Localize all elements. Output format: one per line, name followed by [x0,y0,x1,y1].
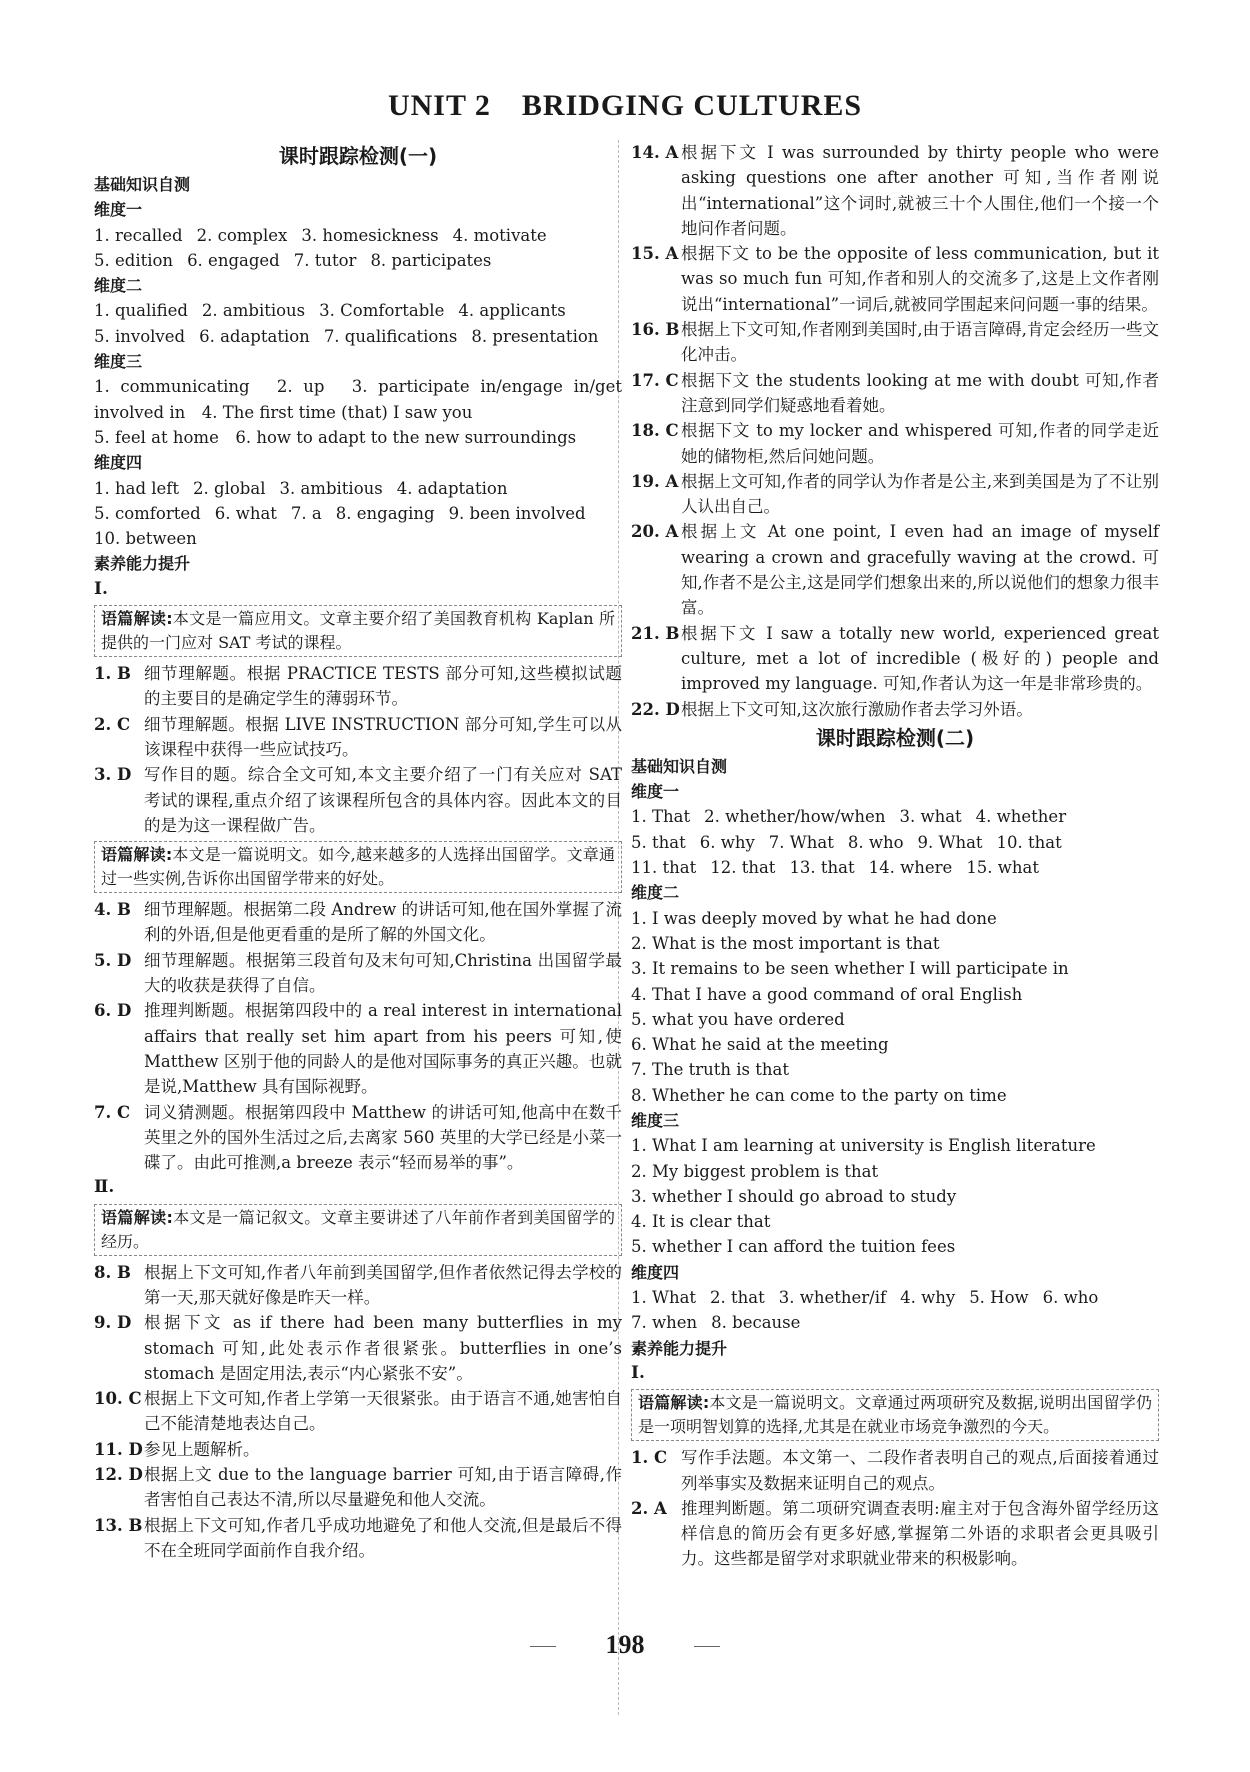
answer-row [94,298,622,323]
answer-key: 5. D [94,950,132,970]
answer-item: 1. recalled [94,225,183,245]
answer-item: 10. that [996,832,1062,852]
answer-item: 11. that [631,858,697,878]
answer-key: 13. B [94,1515,143,1535]
answer-text: 根据上文 due to the language barrier 可知,由于语言障碍,作者害怕自己表达不清,所以尽量避免和他人交流。 [144,1465,622,1510]
answer-item: 6. what [214,503,277,523]
analysis-label: 语篇解读: [101,845,173,865]
answer-key: 2. C [94,714,131,734]
answer-row [94,476,622,501]
answer-item: 5. comforted [94,503,201,523]
answer-key: 3. D [94,765,132,785]
dimension-2-heading: 维度二 [94,276,143,296]
answer-key: 15. A [631,244,679,264]
answer-item: 5. that [631,832,686,852]
answer-explanation [94,1100,622,1176]
dimension-2-heading: 维度二 [631,883,680,903]
answer-key: 1. C [631,1448,668,1468]
answer-item: 15. what [966,858,1040,878]
answer-item: 8. who [847,832,904,852]
answer-key: 11. D [94,1439,143,1459]
dimension-4-heading: 维度四 [94,453,143,473]
answer-row [94,324,622,349]
ability-heading: 素养能力提升 [94,554,191,574]
answer-item: 7. when [631,1313,698,1333]
answer-line: 5. what you have ordered [631,1009,845,1029]
answer-text: 写作手法题。本文第一、二段作者表明自己的观点,后面接着通过列举事实及数据来证明自己的观点。 [681,1448,1159,1493]
answer-explanation [94,1260,622,1311]
answer-item: 9. been involved [448,503,586,523]
answer-item: 3. what [899,807,962,827]
answer-text: 推理判断题。根据第四段中的 a real interest in international affairs that really set him apart from his peers 可知,使 Matthew 区别于他的同龄人的是他对国际事务的真正兴趣。也就是说,Matthew 具有国际视野。 [144,1001,622,1097]
answer-item: 3. homesickness [301,225,439,245]
answer-text: 推理判断题。第二项研究调查表明:雇主对于包含海外留学经历这样信息的简历会有更多好感,掌握第二外语的求职者会更具吸引力。这些都是留学对求职就业带来的积极影响。 [681,1498,1159,1569]
dimension-1-heading: 维度一 [631,782,680,802]
analysis-text: 本文是一篇说明文。如今,越来越多的人选择出国留学。文章通过一些实例,告诉你出国留学带来的好处。 [101,845,615,889]
answer-line: 4. It is clear that [631,1212,771,1232]
answer-item: 3. ambitious [279,478,383,498]
answer-item: 13. that [789,858,855,878]
answer-item: 8. engaging [335,503,435,523]
answer-item: 4. motivate [452,225,547,245]
answer-item: 5. edition [94,250,174,270]
answer-row [631,1285,1159,1310]
answer-row [631,855,1159,880]
answer-item: 4. adaptation [396,478,508,498]
answer-key: 22. D [631,699,680,719]
answer-item: 6. who [1042,1288,1099,1308]
section-title-2: 课时跟踪检测(二) [815,725,975,750]
answer-item: 4. why [900,1288,956,1308]
answer-explanation [94,897,622,948]
answer-item: 12. that [710,858,776,878]
answer-explanation [631,241,1159,317]
answer-item: 3. Comfortable [319,301,445,321]
answer-key: 20. A [631,522,679,542]
answer-key: 1. B [94,664,131,684]
answer-item: 6. why [699,832,755,852]
answer-explanation [94,948,622,999]
basic-heading: 基础知识自测 [631,756,728,776]
answer-key: 17. C [631,370,679,390]
answer-key: 10. C [94,1389,142,1409]
dimension-4-heading: 维度四 [631,1262,680,1282]
answer-explanation [631,418,1159,469]
answer-line: 4. That I have a good command of oral English [631,984,1023,1004]
page-number: 198 [605,1630,645,1659]
answer-text: 细节理解题。根据第二段 Andrew 的讲话可知,他在国外掌握了流利的外语,但是他更看重的是所了解的外国文化。 [144,900,622,945]
answer-explanation [631,697,1159,722]
answer-item: 4. whether [975,807,1067,827]
answer-line: 7. The truth is that [631,1060,789,1080]
answer-item: 10. between [94,529,197,549]
answer-key: 4. B [94,900,131,920]
dimension-3-heading: 维度三 [94,352,143,372]
page-number-dash-right [694,1646,720,1647]
dimension-3-heading: 维度三 [631,1110,680,1130]
answer-line: 5. whether I can afford the tuition fees [631,1237,956,1257]
analysis-label: 语篇解读: [101,1207,173,1227]
answer-item: 4. applicants [458,301,566,321]
left-column [94,140,622,1563]
basic-heading: 基础知识自测 [94,175,191,194]
answer-line: 1. I was deeply moved by what he had done [631,908,997,928]
answer-text: 细节理解题。根据 LIVE INSTRUCTION 部分可知,学生可以从该课程中获得一些应试技巧。 [144,714,622,759]
answer-line: 3. It remains to be seen whether I will participate in [631,959,1069,979]
answer-row [631,1310,1159,1335]
answer-item: 1. qualified [94,301,188,321]
answer-explanation [631,1445,1159,1496]
answer-item: 6. engaged [187,250,280,270]
answer-text: 根据下文 as if there had been many butterflies in my stomach 可知,此处表示作者很紧张。butterflies in one’s stomach 是固定用法,表示“内心紧张不安”。 [144,1313,622,1383]
answer-text: 根据上下文可知,作者几乎成功地避免了和他人交流,但是最后不得不在全班同学面前作自我介绍。 [144,1515,622,1560]
answer-item: 2. whether/how/when [704,807,886,827]
answer-line: 2. My biggest problem is that [631,1161,879,1181]
answer-item: 8. because [711,1313,801,1333]
answer-item: 7. qualifications [323,326,458,346]
answer-key: 18. C [631,421,679,441]
answer-text: 根据上文 At one point, I even had an image of myself wearing a crown and gracefully waving at the crowd. 可知,作者不是公主,这是同学们想象出来的,所以说他们的想象力很丰富。 [681,522,1159,618]
answer-item: 2. that [710,1288,765,1308]
answer-text: 根据下文 the students looking at me with doubt 可知,作者注意到同学们疑惑地看着她。 [681,370,1159,415]
answer-row [631,830,1159,855]
answer-explanation [631,140,1159,241]
part-label: Ⅰ. [94,578,108,599]
right-column [631,140,1159,1572]
answer-key: 14. A [631,143,679,162]
answer-key: 19. A [631,471,679,491]
answer-line: 3. whether I should go abroad to study [631,1186,957,1206]
answer-text: 参见上题解析。 [144,1439,260,1459]
answer-explanation [94,1513,622,1564]
answer-text: 根据下文 to be the opposite of less communication, but it was so much fun 可知,作者和别人的交流多了,这是上文作者刚说出“international”一词后,就被同学围起来问问题一事的结果。 [681,244,1159,314]
answer-item: 1. That [631,807,691,827]
answer-key: 6. D [94,1001,132,1021]
analysis-label: 语篇解读: [101,609,173,629]
answer-line: 5. feel at home 6. how to adapt to the new surroundings [94,427,577,447]
analysis-text: 本文是一篇说明文。文章通过两项研究及数据,说明出国留学仍是一项明智划算的选择,尤其是在就业市场竞争激烈的今天。 [638,1393,1152,1437]
answer-text: 根据上文可知,作者的同学认为作者是公主,来到美国是为了不让别人认出自己。 [681,471,1159,517]
answer-explanation [631,469,1159,520]
answer-explanation [631,519,1159,620]
answer-line: 1. What I am learning at university is English literature [631,1136,1096,1156]
answer-explanation [94,712,622,763]
answer-item: 7. a [290,503,322,523]
answer-item: 5. How [969,1288,1029,1308]
answer-item: 5. involved [94,326,186,346]
answer-item: 8. participates [370,250,492,270]
answer-item: 2. complex [196,225,288,245]
section-title-1: 课时跟踪检测(一) [278,144,438,168]
ability-heading: 素养能力提升 [631,1338,728,1358]
answer-key: 21. B [631,623,680,643]
answer-row [94,501,622,526]
answer-line: 2. What is the most important is that [631,933,940,953]
answer-text: 根据上下文可知,作者刚到美国时,由于语言障碍,肯定会经历一些文化冲击。 [681,320,1159,365]
passage-analysis [94,605,622,657]
answer-item: 7. tutor [293,250,357,270]
part-label: Ⅰ. [631,1362,645,1383]
answer-explanation [94,1462,622,1513]
answer-explanation [631,317,1159,368]
answer-key: 7. C [94,1102,131,1122]
answer-explanation [94,998,622,1099]
answer-text: 细节理解题。根据 PRACTICE TESTS 部分可知,这些模拟试题的主要目的是确定学生的薄弱环节。 [144,664,622,709]
answer-key: 12. D [94,1465,143,1485]
answer-row [631,804,1159,829]
answer-key: 9. D [94,1313,132,1333]
answer-item: 1. had left [94,478,180,498]
answer-row [94,248,622,273]
passage-analysis [631,1389,1159,1441]
answer-text: 根据下文 to my locker and whispered 可知,作者的同学走近她的储物柜,然后问她问题。 [681,421,1159,466]
answer-item: 1. What [631,1288,697,1308]
analysis-text: 本文是一篇记叙文。文章主要讲述了八年前作者到美国留学的经历。 [101,1207,615,1251]
passage-analysis [94,841,622,893]
answer-item: 2. ambitious [201,301,306,321]
answer-explanation [94,1437,622,1462]
answer-item: 7. What [768,832,834,852]
answer-text: 根据上下文可知,这次旅行激励作者去学习外语。 [681,699,1033,719]
answer-item: 2. global [193,478,266,498]
analysis-text: 本文是一篇应用文。文章主要介绍了美国教育机构 Kaplan 所提供的一门应对 SAT 考试的课程。 [101,609,615,653]
answer-explanation [94,762,622,838]
answer-text: 细节理解题。根据第三段首句及末句可知,Christina 出国留学最大的收获是获得了自信。 [144,950,622,996]
answer-text: 根据上下文可知,作者八年前到美国留学,但作者依然记得去学校的第一天,那天就好像是昨天一样。 [144,1262,622,1307]
answer-key: 2. A [631,1498,667,1518]
answer-item: 14. where [868,858,953,878]
answer-item: 6. adaptation [199,326,310,346]
answer-key: 8. B [94,1262,131,1282]
answer-text: 词义猜测题。根据第四段中 Matthew 的讲话可知,他高中在数千英里之外的国外生活过之后,去离家 560 英里的大学已经是小菜一碟了。由此可推测,a breeze 表示“轻而易举的事”。 [144,1102,622,1173]
answer-row [94,223,622,248]
answer-item: 9. What [917,832,983,852]
unit-title: UNIT 2 BRIDGING CULTURES [387,89,863,122]
answer-text: 根据下文 I saw a totally new world, experienced great culture, met a lot of incredible (极好的) people and improved my language. 可知,作者认为这一年是非常珍贵的。 [681,623,1159,694]
answer-item: 8. presentation [471,326,599,346]
answer-text: 写作目的题。综合全文可知,本文主要介绍了一门有关应对 SAT 考试的课程,重点介绍了该课程所包含的具体内容。因此本文的目的是为这一课程做广告。 [144,765,622,835]
analysis-label: 语篇解读: [638,1393,710,1413]
answer-item: 3. whether/if [778,1288,887,1308]
answer-line: 8. Whether he can come to the party on time [631,1085,1007,1105]
answer-text: 根据下文 I was surrounded by thirty people who were asking questions one after another 可知,当作者刚说出“international”这个词时,就被三十个人围住,他们一个接一个地问作者问题。 [681,143,1159,238]
page-number-dash-left [530,1646,556,1647]
answer-explanation [94,1310,622,1386]
passage-analysis [94,1204,622,1256]
answer-row [94,526,622,551]
answer-explanation [94,1386,622,1437]
answer-explanation [631,368,1159,419]
answer-key: 16. B [631,320,680,340]
answer-text: 根据上下文可知,作者上学第一天很紧张。由于语言不通,她害怕自己不能清楚地表达自己。 [144,1389,622,1434]
answer-explanation [631,621,1159,697]
answer-line: 6. What he said at the meeting [631,1035,889,1055]
part-label: Ⅱ. [94,1177,115,1198]
answer-line: 1. communicating 2. up 3. participate in/engage in/get involved in 4. The first time (that) I saw you [94,377,622,422]
answer-explanation [94,661,622,712]
answer-explanation [631,1496,1159,1572]
dimension-1-heading: 维度一 [94,200,143,220]
